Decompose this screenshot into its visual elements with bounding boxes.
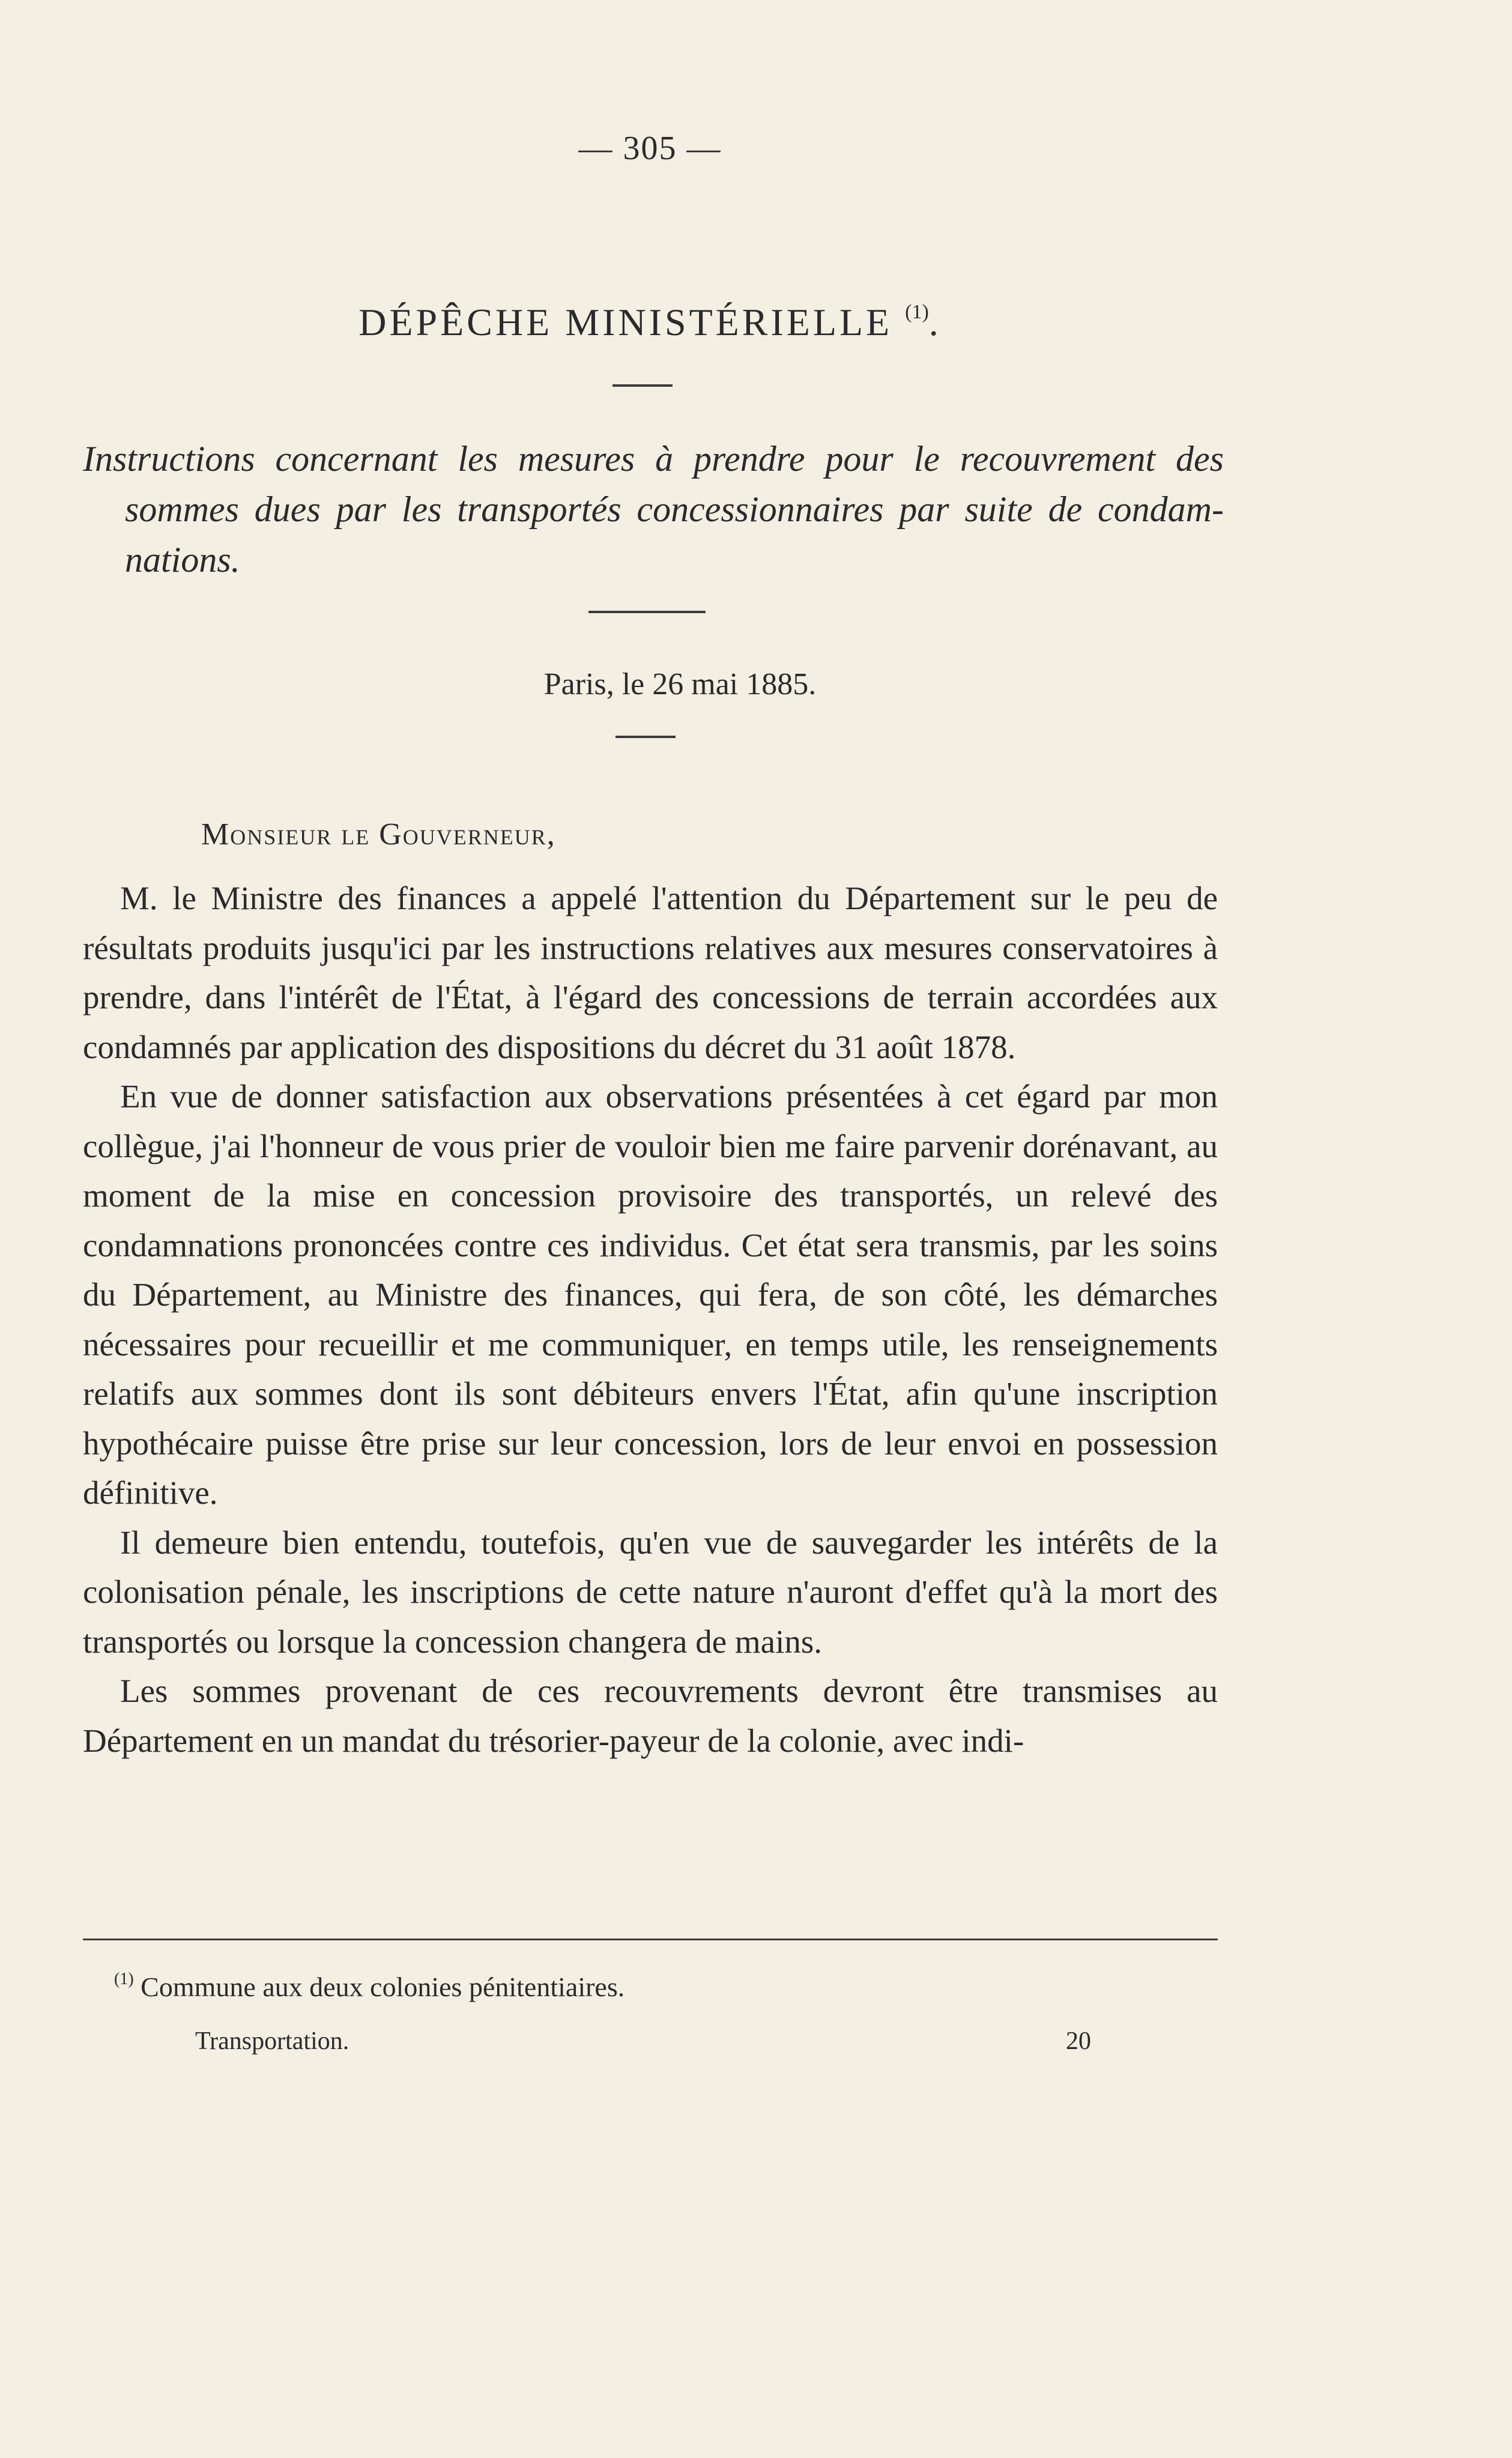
- paragraph-1: M. le Ministre des finances a appelé l'attention du Département sur le peu de résultats produits jusqu'ici par les instructions relatives aux mesures conservatoires à prendre, dans l'intérêt de l'État, à l'égard des concessions de terrain accordées aux condamnés par application des dispositions du décret du 31 août 1878.: [83, 880, 1218, 1065]
- divider-1: [612, 384, 673, 387]
- footnote-marker: (1): [114, 1970, 134, 1988]
- footnote-text: Commune aux deux colonies pénitentiaires.: [141, 1972, 625, 2002]
- paragraph-4: Les sommes provenant de ces recouvrements devront être transmises au Département en un mandat du trésorier-payeur de la colonie, avec indi-: [83, 1672, 1218, 1759]
- body-text: [83, 874, 1218, 1766]
- title-trailing: .: [928, 301, 942, 344]
- divider-3: [615, 736, 676, 738]
- salutation: Monsieur le Gouverneur,: [201, 817, 556, 852]
- document-subtitle: [83, 434, 1224, 585]
- paragraph-3: Il demeure bien entendu, toutefois, qu'en vue de sauvegarder les intérêts de la colonisation pénale, les inscriptions de cette nature n'auront d'effet qu'à la mort des transportés ou lorsque la concession changera de mains.: [83, 1524, 1218, 1660]
- footnote-divider: [83, 1939, 1218, 1940]
- footnote: [114, 1970, 624, 2003]
- title-text: DÉPÊCHE MINISTÉRIELLE: [358, 301, 893, 344]
- footer-sheet-number: 20: [1066, 2027, 1091, 2055]
- paragraph-2: En vue de donner satisfaction aux observations présentées à cet égard par mon collègue, j'ai l'honneur de vous prier de vouloir bien me faire parvenir dorénavant, au moment de la mise en concession provisoire des transportés, un relevé des condamnations prononcées contre ces individus. Cet état sera transmis, par les soins du Département, au Ministre des finances, qui fera, de son côté, les démarches nécessaires pour recueillir et me communiquer, en temps utile, les renseignements relatifs aux sommes dont ils sont débiteurs envers l'État, afin qu'une inscription hypothécaire puisse être prise sur leur concession, lors de leur envoi en possession définitive.: [83, 1078, 1218, 1511]
- subtitle-line-3: nations.: [125, 540, 240, 580]
- page-number: — 305 —: [578, 130, 722, 167]
- title-note-marker: (1): [905, 301, 929, 323]
- divider-2: [588, 611, 706, 613]
- footer-signature: Transportation.: [195, 2027, 349, 2055]
- subtitle-line-1: Instructions concernant les mesures à prendre pour le recouvrement des: [83, 439, 1224, 479]
- subtitle-line-2: sommes dues par les transportés concessionnaires par suite de condam-: [125, 489, 1224, 529]
- dateline: Paris, le 26 mai 1885.: [543, 667, 817, 701]
- document-title: [0, 300, 1300, 345]
